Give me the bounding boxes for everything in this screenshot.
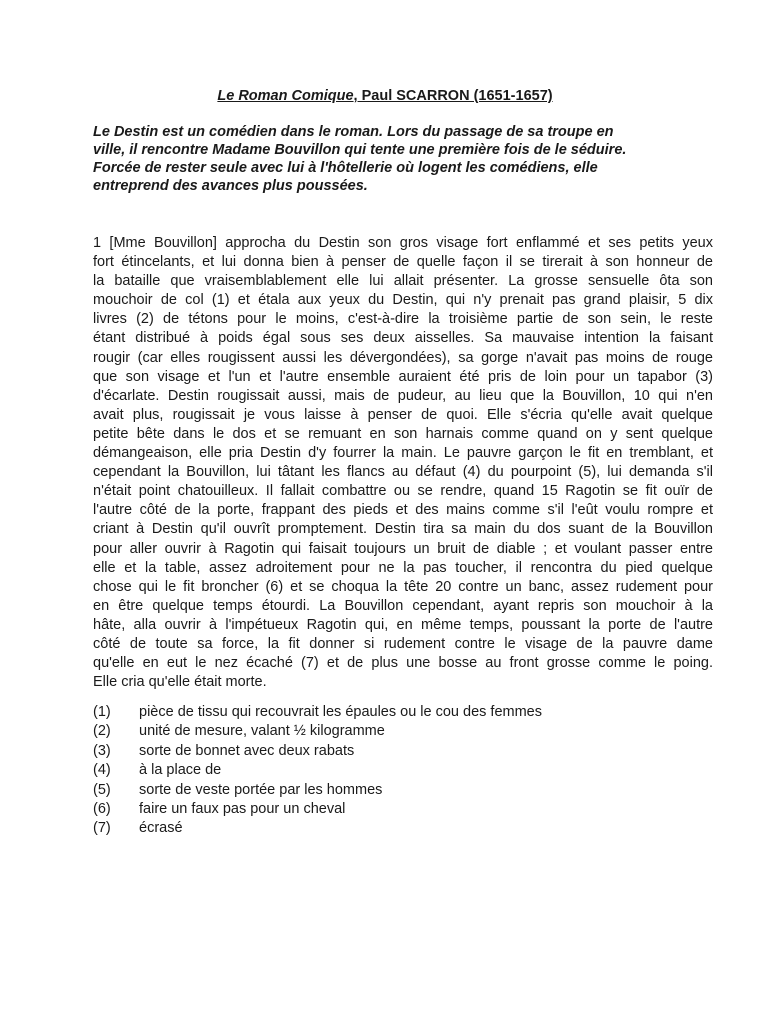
text-line: qu'elle en eut le nez écaché (7) et de plus une bosse au front grosse comme le poing. [93, 655, 713, 672]
title-author-dates: , Paul SCARRON (1651-1657) [353, 88, 553, 104]
text-line: démangeaison, elle pria Destin d'y fourrer la main. Le pauvre garçon le fit en tremblant, et [93, 445, 713, 462]
footnote-text: sorte de bonnet avec deux rabats [139, 742, 355, 759]
footnote-text: pièce de tissu qui recouvrait les épaules ou le cou des femmes [139, 704, 542, 720]
footnote-text: unité de mesure, valant ½ kilogramme [139, 723, 385, 740]
footnote-text: écrasé [139, 820, 183, 837]
text-line: chose qui le fit broncher (6) et se choqua la tête 20 contre un banc, assez rudement pour [93, 578, 713, 595]
footnote-text: faire un faux pas pour un cheval [139, 801, 346, 818]
main-text [93, 234, 713, 692]
footnote-item [93, 781, 542, 800]
text-line: petite bête dans le dos et se remuant en son harnais comme quand on y sent quelque [93, 425, 713, 442]
text-line: pour aller ouvrir à Ragotin qui faisait toujours un bruit de diable ; et voulant passer entre [93, 540, 713, 557]
text-line: elle et la table, assez adroitement pour ne la pas toucher, il rencontra du pied quelque [93, 559, 713, 576]
intro-line: Le Destin est un comédien dans le roman. Lors du passage de sa troupe en [93, 124, 614, 140]
footnote-item [93, 703, 542, 722]
footnote-number: (2) [93, 723, 111, 740]
footnote-item [93, 800, 542, 819]
intro-line: entreprend des avances plus poussées. [93, 178, 368, 194]
text-line: étant distribué à poids égal sous ses deux aisselles. Sa mauvaise intention la faisant [93, 330, 713, 347]
text-line: n'était point chatouilleux. Il fallait combattre ou se rendre, quand 15 Ragotin se fit ouïr de [93, 483, 713, 500]
text-line: fort étincelants, et lui donna bien à penser de quelle façon il se tirerait à son honneur de [93, 254, 713, 271]
footnote-item [93, 722, 542, 741]
document-title [0, 88, 768, 104]
footnote-item [93, 761, 542, 780]
text-line: côté de toute sa force, la fit donner si rudement contre le visage de la pauvre dame [93, 635, 713, 652]
footnote-number: (5) [93, 781, 111, 798]
text-line: la bataille que vraisemblablement elle lui allait présenter. La grosse sensuelle ôta son [93, 273, 713, 290]
text-line: mouchoir de col (1) et étala aux yeux du Destin, qui n'y prenait pas grand plaisir, 5 dix [93, 292, 713, 309]
footnote-number: (1) [93, 704, 111, 720]
text-line: rougir (car elles rougissent aussi les dévergondées), sa gorge n'avait pas moins de rouge [93, 349, 713, 366]
text-line: 1 [Mme Bouvillon] approcha du Destin son gros visage fort enflammé et ses petits yeux [93, 235, 713, 251]
footnote-text: sorte de veste portée par les hommes [139, 781, 383, 798]
footnote-number: (6) [93, 801, 111, 818]
text-line: hâte, alla ouvrir à l'impétueux Ragotin qui, en même temps, poussant la porte de l'autre [93, 616, 713, 633]
footnote-item [93, 742, 542, 761]
text-line: d'écarlate. Destin rougissait aussi, mais de pudeur, au lieu que la Bouvillon, 10 qui n'en [93, 387, 713, 404]
intro-paragraph [93, 123, 683, 195]
text-line: en être quelque temps étourdi. La Bouvillon cependant, ayant repris son mouchoir à la [93, 597, 713, 614]
text-line: cependant la Bouvillon, lui tâtant les flancs au défaut (4) du pourpoint (5), lui demanda s'il [93, 464, 713, 481]
text-line: que son visage et l'un et l'autre ensemble auraient été pris de loin pour un tapabor (3) [93, 368, 713, 385]
intro-line: Forcée de rester seule avec lui à l'hôtellerie où logent les comédiens, elle [93, 160, 598, 176]
text-line: avait plus, rougissait je vous laisse à penser de quoi. Elle s'écria qu'elle avait quelque [93, 406, 713, 423]
footnote-number: (3) [93, 742, 111, 759]
intro-line: ville, il rencontre Madame Bouvillon qui tente une première fois de le séduire. [93, 142, 627, 158]
title-work: Le Roman Comique [217, 88, 354, 104]
text-line: Elle cria qu'elle était morte. [93, 674, 267, 691]
footnotes-list [93, 703, 542, 839]
text-line: livres (2) de tétons pour le moins, c'est-à-dire la troisième partie de son sein, le reste [93, 311, 713, 328]
footnote-number: (4) [93, 762, 111, 779]
footnote-item [93, 819, 542, 838]
text-line: l'autre côté de la porte, frappant des pieds et des mains comme s'il l'eût voulu rompre et [93, 502, 713, 519]
text-line: criant à Destin qu'il ouvrît promptement. Destin tira sa main du dos suant de la Bouvillon [93, 521, 713, 538]
footnote-text: à la place de [139, 762, 222, 779]
footnote-number: (7) [93, 820, 111, 837]
